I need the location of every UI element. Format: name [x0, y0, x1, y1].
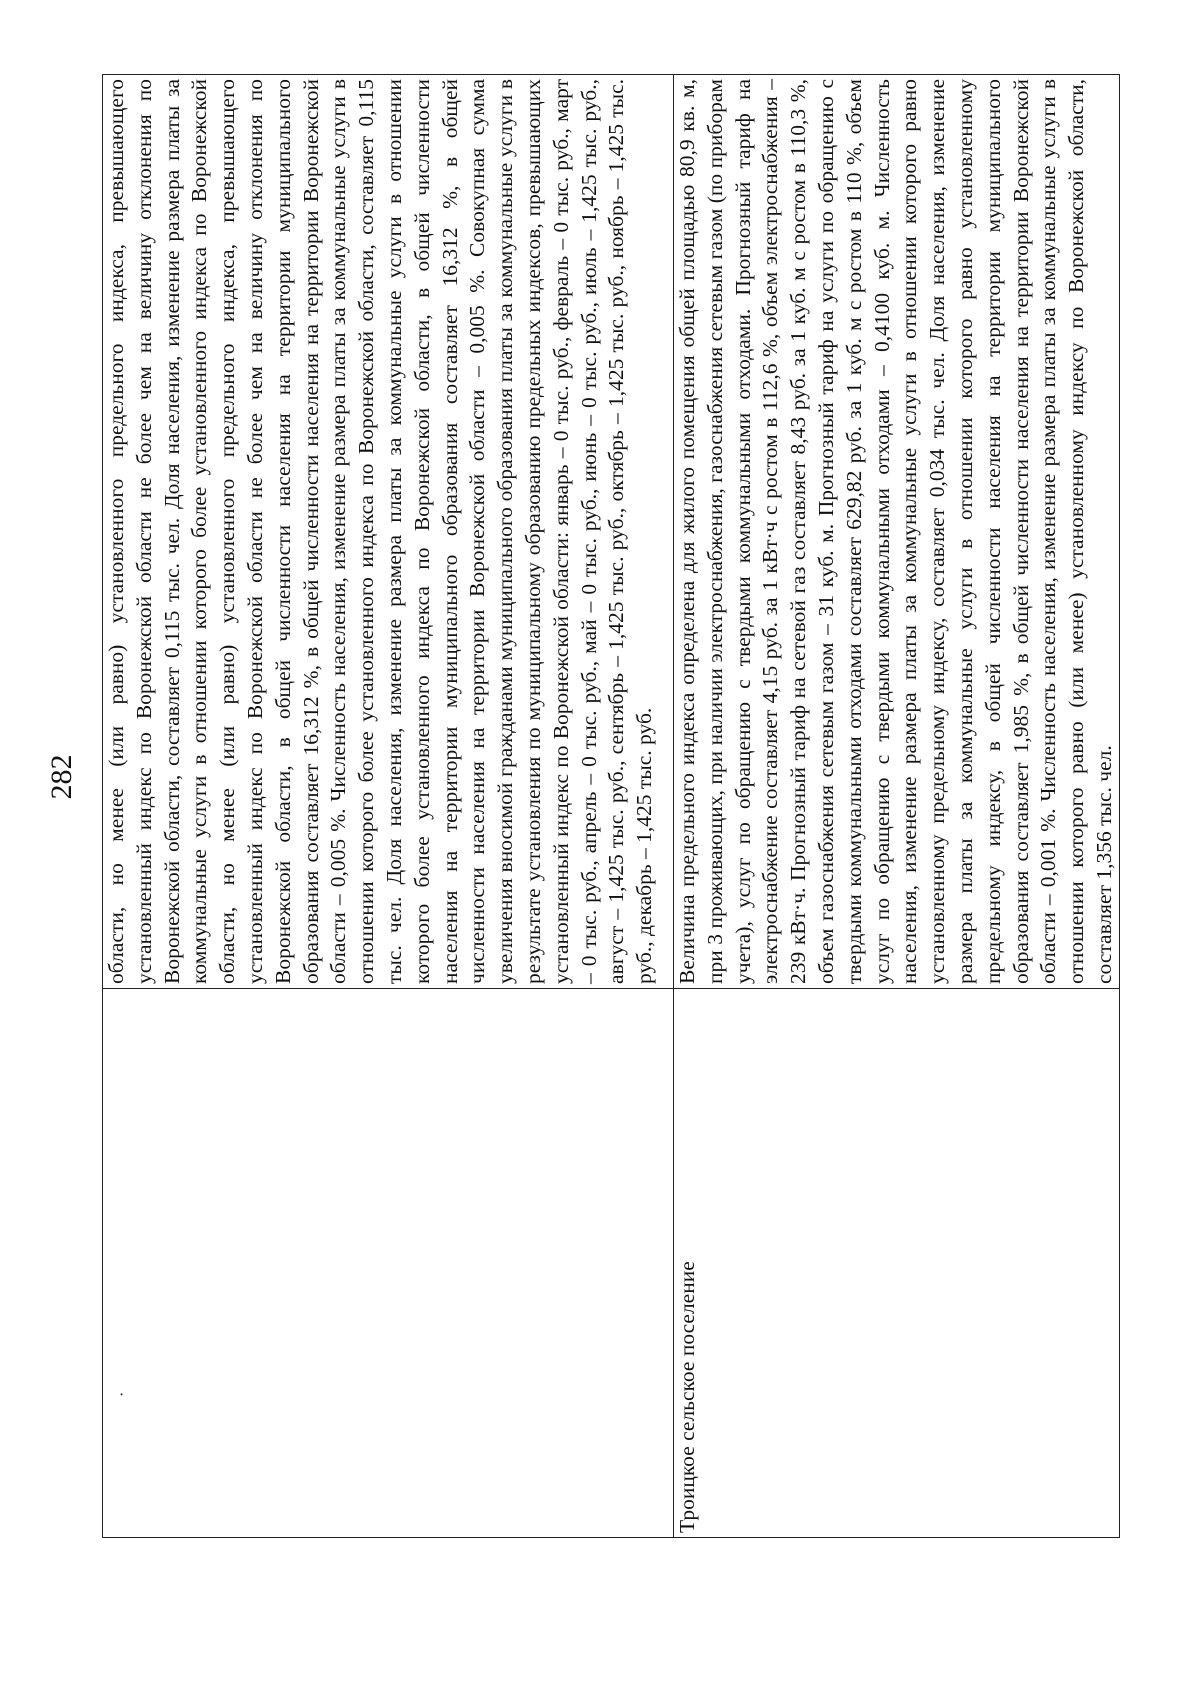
table-row [674, 75, 1120, 1538]
stray-mark: · [114, 1391, 131, 1397]
index-description-text: Величина предельного индекса определена для жилого помещения общей площадью 80,9 кв. м, при 3 проживающих, при наличии электроснабжения, газоснабжения сетевым газом (по приборам учета), услуг по обращению с твердыми коммунальными отходами. Прогнозный тариф на электроснабжение составляет 4,15 руб. за 1 кВт·ч с ростом в 112,6 %, объем электроснабжения – 239 кВт·ч. Прогнозный тариф на сетевой газ составляет 8,43 руб. за 1 куб. м с ростом в 110,3 %, объем газоснабжения сетевым газом – 31 куб. м. Прогнозный тариф на услуги по обращению с твердыми коммунальными отходами составляет 629,82 руб. за 1 куб. м с ростом в 110 %, объем услуг по обращению с твердыми коммунальными отходами – 0,4100 куб. м. Численность населения, изменение размера платы за коммунальные услуги в отношении которого равно установленному предельному индексу, составляет 0,034 тыс. чел. Доля населения, изменение размера платы за коммунальные услуги в отношении которого равно установленному предельному индексу, в общей численности населения на территории муниципального образования составляет 1,985 %, в общей численности населения на территории Воронежской области – 0,001 %. Численность населения, изменение размера платы за коммунальные услуги в отношении которого равно (или менее) установленному индексу по Воронежской области, составляет 1,356 тыс. чел. [675, 79, 1116, 984]
municipality-name-cell [103, 989, 674, 1538]
index-description-text: области, но менее (или равно) установленного предельного индекса, превышающего установленный индекс по Воронежской области не более чем на величину отклонения по Воронежской области, составляет 0,115 тыс. чел. Доля населения, изменение размера платы за коммунальные услуги в отношении которого более установленного индекса по Воронежской области, но менее (или равно) установленного предельного индекса, превышающего установленный индекс по Воронежской области не более чем на величину отклонения по Воронежской области, в общей численности населения на территории муниципального образования составляет 16,312 %, в общей численности населения на территории Воронежской области – 0,005 %. Численность населения, изменение размера платы за коммунальные услуги в отношении которого более установленного индекса по Воронежской области, составляет 0,115 тыс. чел. Доля населения, изменение размера платы за коммунальные услуги в отношении которого более установленного индекса по Воронежской области, в общей численности населения на территории муниципального образования составляет 16,312 %, в общей численности населения на территории Воронежской области – 0,005 %. Совокупная сумма увеличения вносимой гражданами муниципального образования платы за коммунальные услуги в результате установления по муниципальному образованию предельных индексов, превышающих установленный индекс по Воронежской области: январь – 0 тыс. руб., февраль – 0 тыс. руб., март – 0 тыс. руб., апрель – 0 тыс. руб., май – 0 тыс. руб., июнь – 0 тыс. руб., июль – 1,425 тыс. руб., август – 1,425 тыс. руб., сентябрь – 1,425 тыс. руб., октябрь – 1,425 тыс. руб., ноябрь – 1,425 тыс. руб., декабрь – 1,425 тыс. руб. [104, 79, 657, 984]
index-description-cell [103, 75, 674, 989]
municipality-name-cell [674, 989, 1120, 1538]
municipality-index-table [102, 74, 1120, 1538]
index-description-cell [674, 75, 1120, 989]
municipality-name: Троицкое сельское поселение [675, 1261, 699, 1533]
page-number: 282 [45, 754, 78, 800]
rotated-table-frame [102, 79, 1116, 1538]
table-row [103, 75, 674, 1538]
